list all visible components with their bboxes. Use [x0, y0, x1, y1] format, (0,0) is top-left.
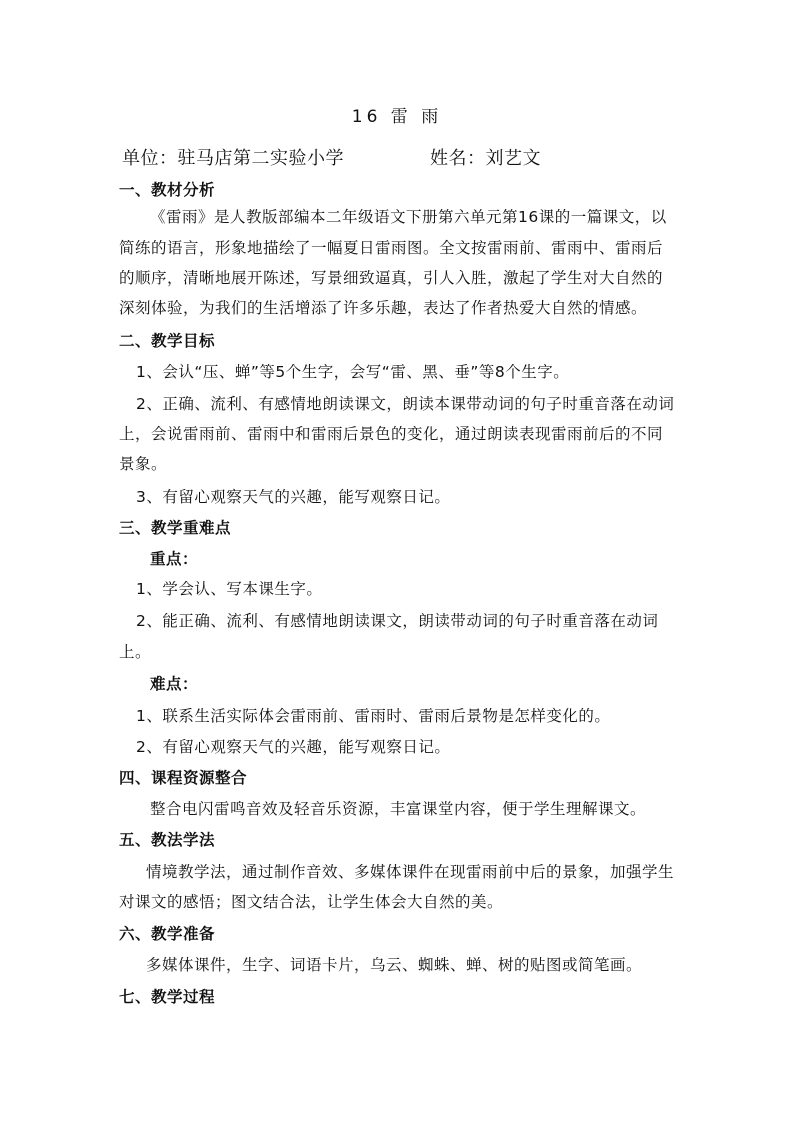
section-heading-process: 七、教学过程 [119, 988, 216, 1006]
goal-item: 1、会认“压、蝉”等5个生字，会写“雷、黑、垂”等8个生字。 [136, 363, 570, 381]
paragraph-line: 情境教学法，通过制作音效、多媒体课件在现雷雨前中后的景象，加强学生 [146, 863, 675, 881]
paragraph-line: 《雷雨》是人教版部编本二年级语文下册第六单元第16课的一篇课文，以 [150, 208, 667, 226]
paragraph-line: 整合电闪雷鸣音效及轻音乐资源，丰富课堂内容，便于学生理解课文。 [150, 800, 647, 818]
section-heading-analysis: 一、教材分析 [119, 181, 216, 199]
section-heading-methods: 五、教法学法 [119, 831, 216, 849]
paragraph-line: 对课文的感悟；图文结合法，让学生体会大自然的美。 [119, 893, 504, 911]
section-heading-preparation: 六、教学准备 [119, 925, 216, 943]
section-heading-goals: 二、教学目标 [119, 332, 216, 350]
author-line [122, 148, 682, 170]
difficult-point-item: 2、有留心观察天气的兴趣，能写观察日记。 [136, 738, 451, 756]
paragraph-line: 深刻体验，为我们的生活增添了许多乐趣，表达了作者热爱大自然的情感。 [119, 299, 648, 317]
goal-item: 2、正确、流利、有感情地朗读课文，朗读本课带动词的句子时重音落在动词 [136, 395, 675, 413]
key-point-item-continued: 上。 [119, 643, 152, 661]
key-points-label: 重点： [150, 550, 199, 568]
difficult-point-item: 1、联系生活实际体会雷雨前、雷雨时、雷雨后景物是怎样变化的。 [136, 707, 611, 725]
unit-label: 单位：驻马店第二实验小学 [122, 148, 344, 169]
paragraph-line: 的顺序，清晰地展开陈述，写景细致逼真，引人入胜，激起了学生对大自然的 [119, 269, 664, 287]
difficult-points-label: 难点： [150, 675, 199, 693]
section-heading-key-points: 三、教学重难点 [119, 519, 232, 537]
author-name: 姓名：刘艺文 [430, 148, 541, 169]
goal-item: 3、有留心观察天气的兴趣，能写观察日记。 [136, 488, 451, 506]
goal-item-continued: 上，会说雷雨前、雷雨中和雷雨后景色的变化，通过朗读表现雷雨前后的不同 [119, 425, 664, 443]
paragraph-line: 多媒体课件，生字、词语卡片，乌云、蜘蛛、蝉、树的贴图或简笔画。 [146, 956, 643, 974]
goal-item-continued: 景象。 [119, 455, 168, 473]
section-heading-resources: 四、课程资源整合 [119, 769, 248, 787]
page-title: 16 雷 雨 [351, 107, 443, 127]
key-point-item: 2、能正确、流利、有感情地朗读课文，朗读带动词的句子时重音落在动词 [136, 612, 659, 630]
key-point-item: 1、学会认、写本课生字。 [136, 580, 323, 598]
paragraph-line: 简练的语言，形象地描绘了一幅夏日雷雨图。全文按雷雨前、雷雨中、雷雨后 [119, 239, 664, 257]
